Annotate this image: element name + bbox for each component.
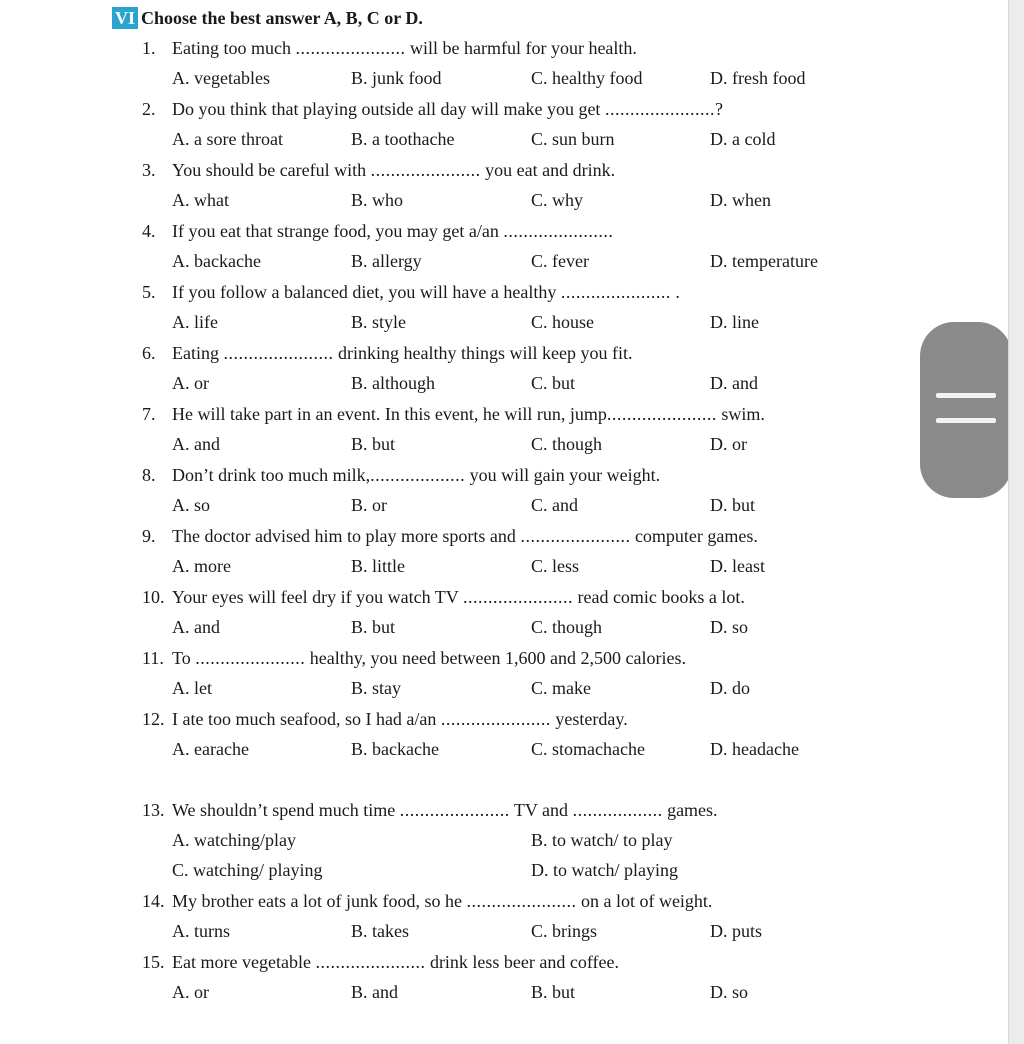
option-d[interactable]: D. but <box>710 495 755 515</box>
option-b[interactable]: B. style <box>351 312 407 332</box>
grip-line-icon <box>936 418 996 423</box>
option-c[interactable]: B. but <box>531 982 576 1002</box>
option-a[interactable]: A. or <box>172 373 209 393</box>
option-c[interactable]: C. house <box>531 312 594 332</box>
option-a[interactable]: A. backache <box>172 251 261 271</box>
option-d[interactable]: D. temperature <box>710 251 818 271</box>
option-a[interactable]: A. vegetables <box>172 68 270 88</box>
option-c[interactable]: C. make <box>531 678 591 698</box>
question-9: 9. The doctor advised him to play more sports and ...................... computer games. <box>142 526 758 546</box>
option-d[interactable]: D. and <box>710 373 758 393</box>
option-a[interactable]: A. or <box>172 982 209 1002</box>
question-15: 15. Eat more vegetable ...................... drink less beer and coffee. <box>142 952 620 972</box>
option-a[interactable]: A. and <box>172 617 220 637</box>
option-b[interactable]: B. backache <box>351 739 439 759</box>
option-a[interactable]: A. and <box>172 434 220 454</box>
option-a[interactable]: A. what <box>172 190 229 210</box>
question-6: 6. Eating ...................... drinking healthy things will keep you fit. <box>142 343 633 363</box>
option-b[interactable]: B. or <box>351 495 387 515</box>
option-b[interactable]: B. to watch/ to play <box>531 830 673 850</box>
option-d[interactable]: D. or <box>710 434 747 454</box>
option-c[interactable]: C. though <box>531 434 603 454</box>
option-d[interactable]: D. least <box>710 556 765 576</box>
option-c[interactable]: C. and <box>531 495 578 515</box>
option-a[interactable]: A. more <box>172 556 231 576</box>
option-c[interactable]: C. watching/ playing <box>172 860 323 880</box>
option-c[interactable]: C. why <box>531 190 584 210</box>
question-11: 11. To ...................... healthy, you need between 1,600 and 2,500 calories. <box>142 648 686 668</box>
option-b[interactable]: B. little <box>351 556 405 576</box>
option-d[interactable]: D. line <box>710 312 759 332</box>
option-b[interactable]: B. a toothache <box>351 129 455 149</box>
option-c[interactable]: C. healthy food <box>531 68 643 88</box>
question-5: 5. If you follow a balanced diet, you will have a healthy ...................... . <box>142 282 680 302</box>
option-d[interactable]: D. puts <box>710 921 763 941</box>
option-d[interactable]: D. when <box>710 190 771 210</box>
question-12: 12. I ate too much seafood, so I had a/an ...................... yesterday. <box>142 709 628 729</box>
option-c[interactable]: C. stomachache <box>531 739 645 759</box>
option-a[interactable]: A. watching/play <box>172 830 296 850</box>
option-c[interactable]: C. sun burn <box>531 129 615 149</box>
scroll-handle[interactable] <box>920 322 1012 498</box>
option-c[interactable]: C. less <box>531 556 580 576</box>
question-2: 2. Do you think that playing outside all day will make you get ......................? <box>142 99 723 119</box>
question-3: 3. You should be careful with ...................... you eat and drink. <box>142 160 616 180</box>
option-d[interactable]: D. headache <box>710 739 799 759</box>
option-a[interactable]: A. a sore throat <box>172 129 283 149</box>
option-a[interactable]: A. turns <box>172 921 230 941</box>
question-7: 7. He will take part in an event. In this event, he will run, jump...................... swim. <box>142 404 765 424</box>
option-c[interactable]: C. brings <box>531 921 598 941</box>
option-b[interactable]: B. and <box>351 982 398 1002</box>
option-a[interactable]: A. let <box>172 678 212 698</box>
option-d[interactable]: D. do <box>710 678 750 698</box>
section-number-badge: VI <box>112 7 138 29</box>
question-1: 1. Eating too much ...................... will be harmful for your health. <box>142 38 637 58</box>
section-header <box>112 5 423 31</box>
option-b[interactable]: B. stay <box>351 678 402 698</box>
question-10: 10. Your eyes will feel dry if you watch TV ...................... read comic books a lot. <box>142 587 745 607</box>
option-a[interactable]: A. so <box>172 495 211 515</box>
section-instruction: Choose the best answer A, B, C or D. <box>141 7 423 28</box>
grip-line-icon <box>936 393 996 398</box>
option-d[interactable]: D. to watch/ playing <box>531 860 678 880</box>
option-b[interactable]: B. allergy <box>351 251 422 271</box>
option-a[interactable]: A. earache <box>172 739 249 759</box>
option-b[interactable]: B. but <box>351 434 396 454</box>
question-14: 14. My brother eats a lot of junk food, so he ...................... on a lot of weight. <box>142 891 713 911</box>
option-d[interactable]: D. so <box>710 617 749 637</box>
question-13: 13. We shouldn’t spend much time ...................... TV and .................. games. <box>142 800 718 820</box>
option-b[interactable]: B. although <box>351 373 435 393</box>
option-d[interactable]: D. a cold <box>710 129 776 149</box>
question-4: 4. If you eat that strange food, you may get a/an ...................... <box>142 221 614 241</box>
option-c[interactable]: C. fever <box>531 251 589 271</box>
option-a[interactable]: A. life <box>172 312 218 332</box>
option-b[interactable]: B. but <box>351 617 396 637</box>
option-d[interactable]: D. so <box>710 982 749 1002</box>
option-c[interactable]: C. though <box>531 617 603 637</box>
option-b[interactable]: B. takes <box>351 921 409 941</box>
question-8: 8. Don’t drink too much milk,................... you will gain your weight. <box>142 465 661 485</box>
option-d[interactable]: D. fresh food <box>710 68 806 88</box>
scrollbar-track[interactable] <box>1008 0 1024 1044</box>
option-b[interactable]: B. junk food <box>351 68 442 88</box>
option-c[interactable]: C. but <box>531 373 576 393</box>
option-b[interactable]: B. who <box>351 190 404 210</box>
